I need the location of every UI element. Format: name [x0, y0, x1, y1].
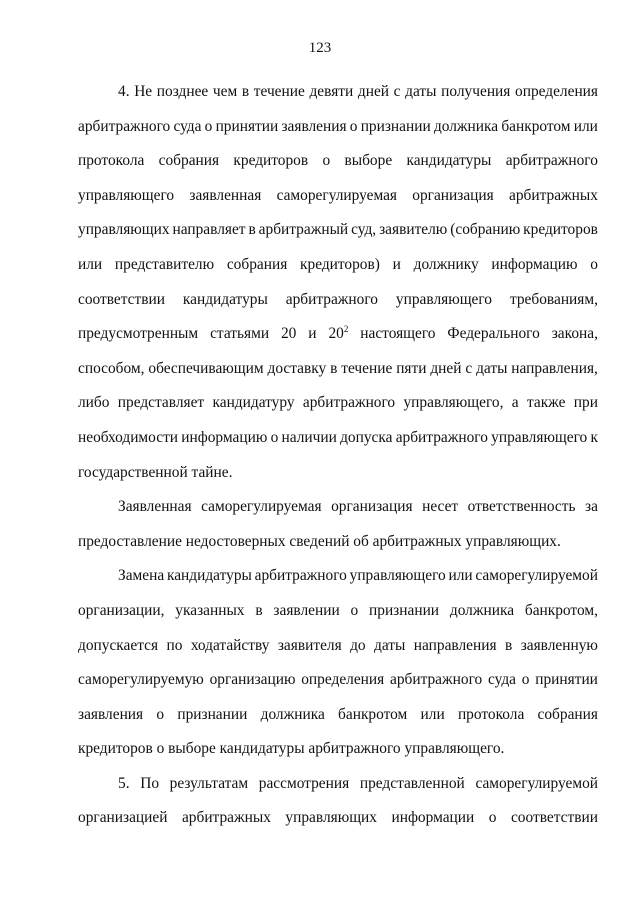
word: заявленная — [189, 186, 262, 204]
word: получения — [441, 83, 511, 100]
word: представителю — [114, 255, 215, 273]
word: арбитражный — [258, 221, 349, 239]
word: арбитражных — [181, 809, 271, 827]
word: ответственность — [467, 498, 576, 516]
word: или — [78, 255, 103, 273]
word: саморегулируемая — [201, 498, 322, 516]
word: суд, — [351, 221, 377, 239]
word: арбитражного — [389, 671, 483, 689]
word: По — [140, 774, 160, 792]
text-line — [78, 490, 598, 525]
word: должника — [433, 117, 499, 135]
word: в — [248, 221, 256, 239]
word: рассмотрения — [258, 774, 350, 792]
word: управляющего — [395, 290, 493, 308]
word: представленной — [359, 774, 465, 792]
text-line — [78, 248, 598, 283]
word: суда — [487, 671, 516, 689]
word: предусмотренным — [78, 325, 199, 343]
word: либо — [78, 394, 110, 412]
word: арбитражного — [285, 290, 378, 308]
word: о — [590, 255, 598, 273]
word: управляющего — [78, 186, 175, 204]
text-line — [78, 283, 598, 318]
word: закона, — [551, 325, 598, 343]
word: заявителю — [379, 221, 448, 239]
paragraph-5 — [78, 767, 598, 836]
word: Федерального — [447, 325, 540, 343]
word: кандидатуру — [212, 394, 295, 412]
word: с — [465, 359, 473, 377]
word: дней — [430, 359, 462, 377]
word: о — [270, 428, 279, 446]
word: арбитражного — [254, 567, 347, 585]
word: признании — [177, 705, 248, 723]
text-line — [78, 801, 598, 836]
word: наличии — [281, 428, 337, 446]
word: кандидатуры — [406, 152, 492, 170]
word: протокола — [78, 152, 145, 170]
word: кандидатуры — [166, 567, 252, 585]
word: Не — [134, 83, 153, 100]
text-line — [78, 144, 598, 179]
word: организацией — [78, 809, 168, 827]
text-line-with-superscript — [78, 317, 598, 352]
word: направляет — [172, 221, 246, 239]
word: о — [521, 671, 530, 689]
paragraph-responsibility — [78, 490, 598, 559]
text-line — [78, 386, 598, 421]
word: саморегулируемую — [78, 671, 204, 689]
word: заявителя — [277, 636, 342, 654]
word: банкротом, — [524, 601, 598, 619]
word: $20^2$ — [328, 324, 349, 343]
word: управляющего — [349, 567, 446, 585]
word: управляющих — [285, 809, 377, 827]
word: организация — [331, 498, 413, 516]
word: даты — [405, 83, 437, 100]
word: девяти — [309, 83, 354, 100]
text-line — [78, 110, 598, 145]
word: (собранию — [450, 221, 521, 239]
word: 4. — [118, 83, 130, 100]
word: Замена — [118, 567, 165, 585]
word: информацию — [181, 428, 268, 446]
word: собрания — [226, 255, 288, 273]
word: даты — [374, 636, 406, 654]
word: суда — [173, 117, 202, 135]
word: информацию — [491, 255, 578, 273]
word: дней — [357, 83, 390, 100]
paragraph-4 — [78, 75, 598, 490]
word: или — [573, 117, 598, 135]
word: результатам — [169, 774, 249, 792]
word: течение — [341, 359, 393, 377]
word: принятии — [535, 671, 598, 689]
word: о — [322, 152, 331, 170]
text-line: предоставление недостоверных сведений об арбитражных управляющих. — [78, 532, 561, 550]
word: кредиторов) — [300, 255, 380, 273]
word: по — [166, 636, 183, 654]
word: саморегулируемой — [475, 774, 598, 792]
word: статьями — [210, 325, 270, 343]
word: управляющего, — [403, 394, 504, 412]
word: требованиям, — [509, 290, 598, 308]
word: соответствии — [510, 809, 598, 827]
word: арбитражного — [78, 117, 171, 135]
word: к — [590, 428, 598, 446]
word: о — [488, 809, 497, 827]
text-line — [78, 629, 598, 664]
word: заявлении — [273, 601, 340, 619]
word: и — [392, 255, 401, 273]
text-line — [78, 559, 598, 594]
text-line — [78, 352, 598, 387]
text-line — [78, 767, 598, 802]
word: определения — [515, 83, 598, 100]
word: о — [350, 601, 359, 619]
text-line — [78, 698, 598, 733]
word: протокола — [457, 705, 525, 723]
word: течение — [253, 83, 305, 100]
word: заявленную — [520, 636, 598, 654]
word: признании — [369, 601, 440, 619]
word: в — [330, 359, 338, 377]
document-body — [78, 75, 598, 836]
word: в — [241, 83, 250, 100]
word: управляющего — [491, 428, 588, 446]
word: также — [526, 394, 566, 412]
word: пяти — [396, 359, 427, 377]
word: арбитражного — [302, 394, 396, 412]
word: банкротом — [501, 117, 571, 135]
text-line — [78, 421, 598, 456]
word: до — [350, 636, 366, 654]
word: заявления — [281, 117, 347, 135]
word: арбитражных — [509, 186, 598, 204]
word: при — [573, 394, 598, 412]
word: ходатайству — [190, 636, 270, 654]
word: или — [420, 705, 445, 723]
word: с — [393, 83, 401, 100]
word: должника — [260, 705, 325, 723]
paragraph-replacement — [78, 559, 598, 767]
word: допускается — [78, 636, 159, 654]
word: доставку — [267, 359, 327, 377]
word: принятии — [215, 117, 279, 135]
word: о — [156, 705, 165, 723]
word: указанных — [175, 601, 245, 619]
word: банкротом — [338, 705, 408, 723]
word: и — [308, 325, 317, 343]
word: в — [504, 636, 513, 654]
word: 20 — [280, 325, 297, 343]
word: кандидатуры — [182, 290, 268, 308]
word: или — [448, 567, 473, 585]
word: соответствии — [78, 290, 165, 308]
superscript: 2 — [343, 324, 349, 335]
text-line — [78, 594, 598, 629]
word: кредиторов — [233, 152, 309, 170]
word: направления, — [511, 359, 598, 377]
word: организации, — [78, 601, 165, 619]
word: собрания — [537, 705, 598, 723]
text-line — [78, 179, 598, 214]
text-line — [78, 213, 598, 248]
word: позднее — [156, 83, 209, 100]
word: саморегулируемая — [276, 186, 397, 204]
word: определения — [301, 671, 385, 689]
word: в — [255, 601, 263, 619]
word: а — [511, 394, 519, 412]
word: направления — [413, 636, 497, 654]
text-line — [78, 663, 598, 698]
word: Заявленная — [118, 498, 192, 516]
word: допуска — [340, 428, 393, 446]
word: за — [585, 498, 598, 516]
word: саморегулируемой — [475, 567, 598, 585]
word: должнику — [413, 255, 479, 273]
word: способом, — [78, 359, 145, 377]
word: организация — [412, 186, 494, 204]
word: обеспечивающим — [148, 359, 264, 377]
word: необходимости — [78, 428, 179, 446]
text-line: кредиторов о выборе кандидатуры арбитражного управляющего. — [78, 740, 505, 758]
text-line — [78, 75, 598, 110]
text-line: государственной тайне. — [78, 463, 233, 481]
word: арбитражного — [395, 428, 488, 446]
word: 5. — [118, 774, 130, 792]
word: заявления — [78, 705, 144, 723]
word: организацию — [209, 671, 296, 689]
word: о — [349, 117, 358, 135]
word: информации — [391, 809, 475, 827]
word: чем — [212, 83, 238, 100]
page-number: 123 — [308, 40, 332, 56]
word: несет — [422, 498, 459, 516]
word: настоящего — [360, 325, 436, 343]
word: выборе — [344, 152, 393, 170]
word: должника — [449, 601, 515, 619]
word: признании — [360, 117, 431, 135]
word: даты — [476, 359, 508, 377]
word: управляющих — [78, 221, 170, 239]
word: собрания — [158, 152, 220, 170]
word: о — [204, 117, 213, 135]
word: представляет — [117, 394, 205, 412]
word: арбитражного — [505, 152, 598, 170]
word: кредиторов — [523, 221, 598, 239]
